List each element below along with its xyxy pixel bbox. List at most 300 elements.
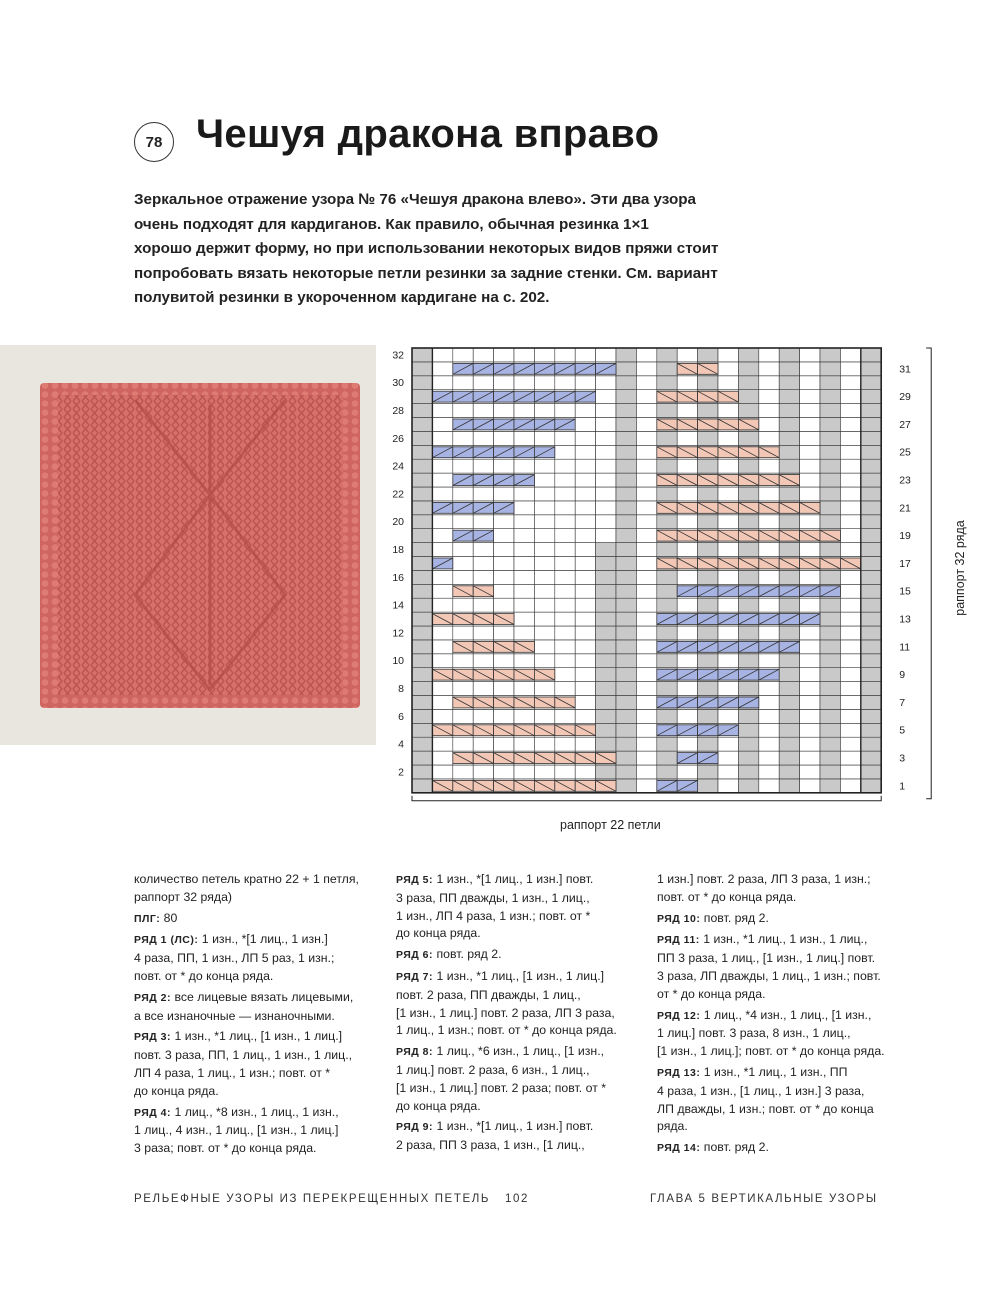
chart-cell: [738, 709, 758, 723]
row-number-right: 17: [899, 557, 911, 570]
chart-cell: [412, 445, 432, 459]
chart-cell: [636, 612, 656, 626]
chart-cell: [718, 654, 738, 668]
chart-cell: [636, 696, 656, 710]
chart-cell: [738, 570, 758, 584]
chart-cell: [453, 765, 473, 779]
pattern-number-badge: [134, 122, 174, 162]
chart-cell: [534, 543, 554, 557]
chart-cell: [636, 459, 656, 473]
chart-svg: [385, 340, 945, 810]
chart-cell: [698, 765, 718, 779]
row-label: РЯД 3:: [134, 1031, 172, 1044]
chart-cell: [494, 404, 514, 418]
row-number-right: 13: [899, 613, 911, 626]
chart-cell: [514, 348, 534, 362]
repeat-stitches-bracket: [412, 796, 881, 801]
row-number-left: 26: [392, 432, 404, 445]
instruction-line: [396, 1005, 646, 1023]
chart-cell: [453, 570, 473, 584]
chart-cell: [636, 501, 656, 515]
chart-cell: [616, 723, 636, 737]
chart-cell: [514, 737, 534, 751]
chart-cell: [494, 515, 514, 529]
chart-cell: [555, 431, 575, 445]
row-number-right: 15: [899, 585, 911, 598]
chart-cell: [636, 584, 656, 598]
row-label: РЯД 1 (ЛС):: [134, 934, 199, 947]
chart-cell: [616, 501, 636, 515]
chart-cell: [738, 626, 758, 640]
chart-cell: [718, 682, 738, 696]
chart-cell: [432, 584, 452, 598]
chart-cell: [453, 557, 473, 571]
row-number-right: 21: [899, 502, 911, 515]
chart-cell: [820, 737, 840, 751]
intro-line: попробовать вязать некоторые петли резинки за задние стенки. См. вариант: [134, 264, 718, 282]
chart-cell: [555, 348, 575, 362]
chart-cell: [800, 709, 820, 723]
chart-cell: [473, 431, 493, 445]
row-label: РЯД 5:: [396, 874, 434, 886]
knitting-chart: [385, 340, 945, 815]
instruction-line: [396, 1080, 646, 1098]
chart-cell: [473, 570, 493, 584]
chart-cell: [861, 751, 881, 765]
chart-cell: [596, 737, 616, 751]
chart-cell: [616, 473, 636, 487]
chart-cell: [759, 348, 779, 362]
chart-cell: [718, 598, 738, 612]
chart-cell: [412, 598, 432, 612]
chart-cell: [840, 682, 860, 696]
chart-cell: [534, 431, 554, 445]
chart-cell: [555, 515, 575, 529]
row-label: РЯД 6:: [396, 949, 434, 962]
chart-cell: [861, 584, 881, 598]
chart-cell: [575, 696, 595, 710]
instruction-text: ПП 3 раза, 1 лиц., [1 изн., 1 лиц.] повт.: [657, 951, 876, 966]
chart-cell: [738, 682, 758, 696]
chart-cell: [555, 682, 575, 696]
chart-cell: [575, 445, 595, 459]
chart-cell: [657, 348, 677, 362]
swatch-photo: [0, 345, 376, 745]
row-number-left: 4: [398, 738, 404, 751]
chart-cell: [412, 570, 432, 584]
chart-cell: [759, 654, 779, 668]
chart-cell: [432, 598, 452, 612]
chart-cell: [800, 404, 820, 418]
chart-cell: [432, 640, 452, 654]
row-number-right: 11: [899, 641, 911, 654]
chart-cell: [779, 737, 799, 751]
row-number-right: 3: [899, 752, 906, 765]
chart-cell: [575, 654, 595, 668]
chart-cell: [575, 376, 595, 390]
chart-cell: [861, 362, 881, 376]
chart-cell: [779, 487, 799, 501]
chart-cell: [677, 765, 697, 779]
chart-cell: [800, 376, 820, 390]
chart-cell: [698, 376, 718, 390]
instruction-line: [657, 1007, 907, 1026]
chart-cell: [575, 473, 595, 487]
chart-cell: [412, 501, 432, 515]
chart-cell: [738, 459, 758, 473]
chart-cell: [616, 418, 636, 432]
row-label: РЯД 13:: [657, 1066, 701, 1079]
chart-cell: [718, 404, 738, 418]
chart-cell: [412, 362, 432, 376]
chart-cell: [718, 515, 738, 529]
chart-cell: [432, 765, 452, 779]
chart-cell: [473, 654, 493, 668]
chart-cell: [412, 682, 432, 696]
instructions-column-2: [396, 871, 646, 1158]
chart-cell: [555, 737, 575, 751]
chart-cell: [514, 598, 534, 612]
instruction-line: [134, 1008, 384, 1026]
chart-cell: [677, 598, 697, 612]
chart-cell: [759, 696, 779, 710]
chart-cell: [779, 459, 799, 473]
chart-cell: [555, 557, 575, 571]
chart-cell: [534, 376, 554, 390]
instruction-line: [134, 931, 384, 950]
pattern-number: 78: [145, 133, 163, 151]
chart-cell: [494, 570, 514, 584]
chart-cell: [616, 737, 636, 751]
chart-cell: [718, 751, 738, 765]
instruction-text: 1 лиц., 1 изн.; повт. от * до конца ряда.: [396, 1023, 617, 1038]
chart-cell: [473, 682, 493, 696]
chart-cell: [494, 654, 514, 668]
chart-cell: [738, 654, 758, 668]
instruction-paragraph: [396, 1043, 646, 1115]
chart-cell: [861, 473, 881, 487]
chart-cell: [738, 737, 758, 751]
chart-cell: [800, 418, 820, 432]
chart-cell: [514, 682, 534, 696]
chart-cell: [759, 543, 779, 557]
chart-cell: [514, 612, 534, 626]
chart-cell: [861, 709, 881, 723]
chart-cell: [616, 640, 636, 654]
chart-cell: [453, 487, 473, 501]
chart-cell: [534, 584, 554, 598]
chart-cell: [453, 543, 473, 557]
row-number-left: 2: [398, 766, 404, 779]
chart-cell: [800, 543, 820, 557]
chart-cell: [698, 348, 718, 362]
chart-cell: [432, 543, 452, 557]
chart-cell: [759, 765, 779, 779]
chart-cell: [453, 404, 473, 418]
chart-cell: [575, 598, 595, 612]
chart-cell: [412, 723, 432, 737]
chart-cell: [698, 570, 718, 584]
chart-cell: [759, 515, 779, 529]
chart-cell: [432, 751, 452, 765]
instruction-line: [396, 871, 646, 890]
instruction-text: [1 изн., 1 лиц.] повт. 2 раза; повт. от *: [396, 1080, 607, 1095]
chart-cell: [677, 515, 697, 529]
instruction-text: 1 лиц., *6 изн., 1 лиц., [1 изн.,: [433, 1044, 605, 1059]
chart-cell: [636, 404, 656, 418]
chart-cell: [840, 737, 860, 751]
chart-cell: [494, 626, 514, 640]
instruction-paragraph: [396, 968, 646, 1040]
chart-cell: [412, 543, 432, 557]
intro-line: Зеркальное отражение узора № 76 «Чешуя дракона влево». Эти два узора: [134, 191, 696, 208]
chart-cell: [800, 626, 820, 640]
chart-cell: [759, 682, 779, 696]
chart-cell: [575, 737, 595, 751]
chart-cell: [555, 459, 575, 473]
chart-cell: [616, 709, 636, 723]
chart-cell: [820, 445, 840, 459]
instruction-text: повт. 2 раза, ПП дважды, 1 лиц.,: [396, 987, 581, 1002]
chart-cell: [412, 751, 432, 765]
chart-cell: [657, 709, 677, 723]
chart-cell: [759, 459, 779, 473]
chart-cell: [677, 626, 697, 640]
chart-cell: [555, 376, 575, 390]
instruction-text: 1 изн., *1 лиц., [1 изн., 1 лиц.]: [171, 1029, 343, 1044]
instruction-line: [396, 890, 646, 908]
chart-cell: [861, 487, 881, 501]
chart-cell: [657, 751, 677, 765]
chart-cell: [412, 668, 432, 682]
chart-cell: [800, 737, 820, 751]
chart-cell: [616, 348, 636, 362]
instruction-line: [134, 950, 384, 968]
instruction-line: [134, 1104, 384, 1123]
chart-cell: [677, 431, 697, 445]
chart-cell: [657, 459, 677, 473]
chart-cell: [636, 779, 656, 793]
chart-cell: [657, 515, 677, 529]
chart-cell: [636, 431, 656, 445]
chart-cell: [861, 431, 881, 445]
chart-cell: [698, 487, 718, 501]
chart-cell: [514, 654, 534, 668]
chart-cell: [596, 584, 616, 598]
chart-cell: [636, 515, 656, 529]
chart-cell: [534, 501, 554, 515]
chart-cell: [514, 626, 534, 640]
chart-cell: [759, 779, 779, 793]
chart-cell: [657, 626, 677, 640]
chart-cell: [840, 779, 860, 793]
chart-cell: [575, 557, 595, 571]
chart-cell: [861, 445, 881, 459]
chart-cell: [698, 654, 718, 668]
chart-cell: [636, 570, 656, 584]
chart-cell: [698, 709, 718, 723]
chart-cell: [616, 626, 636, 640]
chart-cell: [534, 612, 554, 626]
chart-cell: [534, 459, 554, 473]
instruction-paragraph: [134, 871, 384, 907]
chart-cell: [820, 626, 840, 640]
chart-cell: [534, 473, 554, 487]
chart-cell: [820, 418, 840, 432]
instruction-paragraph: [396, 946, 646, 965]
chart-cell: [596, 529, 616, 543]
intro-line: очень подходят для кардиганов. Как правило, обычная резинка 1×1: [134, 215, 649, 233]
chart-cell: [453, 348, 473, 362]
instruction-text: 1 лиц., 4 изн., 1 лиц., [1 изн., 1 лиц.]: [134, 1123, 339, 1138]
chart-cell: [412, 418, 432, 432]
chart-cell: [596, 557, 616, 571]
row-number-right: 23: [899, 474, 911, 487]
chart-cell: [738, 431, 758, 445]
instruction-text: 1 изн., ЛП 4 раза, 1 изн.; повт. от *: [396, 908, 591, 923]
chart-cell: [575, 348, 595, 362]
chart-cell: [494, 557, 514, 571]
chart-cell: [840, 709, 860, 723]
instruction-line: [657, 1064, 907, 1083]
chart-cell: [820, 501, 840, 515]
row-number-left: 6: [398, 710, 404, 723]
instruction-line: [657, 910, 907, 929]
chart-cell: [861, 723, 881, 737]
chart-cell: [555, 501, 575, 515]
repeat-stitches-label: раппорт 22 петли: [560, 818, 661, 832]
instruction-text: 1 лиц.] повт. 3 раза, 8 изн., 1 лиц.,: [657, 1026, 851, 1041]
chart-cell: [657, 598, 677, 612]
chart-cell: [575, 668, 595, 682]
chart-cell: [555, 445, 575, 459]
instruction-line: [134, 889, 384, 907]
chart-cell: [432, 529, 452, 543]
chart-cell: [636, 765, 656, 779]
chart-cell: [555, 487, 575, 501]
chart-cell: [861, 529, 881, 543]
chart-cell: [596, 612, 616, 626]
chart-cell: [575, 529, 595, 543]
chart-cell: [820, 598, 840, 612]
chart-cell: [840, 696, 860, 710]
chart-cell: [718, 765, 738, 779]
chart-cell: [473, 376, 493, 390]
chart-cell: [616, 515, 636, 529]
chart-cell: [800, 765, 820, 779]
row-number-right: 1: [899, 780, 906, 793]
chart-cell: [514, 431, 534, 445]
instruction-paragraph: [657, 871, 907, 907]
chart-cell: [759, 751, 779, 765]
chart-cell: [840, 598, 860, 612]
instruction-line: [657, 1118, 907, 1136]
instruction-text: от * до конца ряда.: [657, 986, 766, 1001]
chart-cell: [494, 584, 514, 598]
chart-cell: [820, 473, 840, 487]
chart-cell: [657, 431, 677, 445]
instruction-text: до конца ряда.: [134, 1083, 219, 1098]
chart-cell: [840, 473, 860, 487]
chart-cell: [555, 404, 575, 418]
chart-cell: [616, 376, 636, 390]
instruction-text: до конца ряда.: [396, 926, 481, 941]
chart-cell: [840, 570, 860, 584]
chart-cell: [514, 584, 534, 598]
chart-cell: [657, 682, 677, 696]
chart-cell: [494, 459, 514, 473]
chart-cell: [412, 487, 432, 501]
chart-cell: [596, 473, 616, 487]
chart-cell: [840, 431, 860, 445]
chart-cell: [453, 459, 473, 473]
instruction-line: [657, 1043, 907, 1061]
instruction-paragraph: [657, 1064, 907, 1136]
repeat-rows-label: раппорт 32 ряда: [953, 520, 967, 616]
chart-cell: [820, 682, 840, 696]
chart-cell: [596, 501, 616, 515]
chart-cell: [779, 696, 799, 710]
chart-cell: [412, 779, 432, 793]
instruction-line: [396, 968, 646, 987]
chart-cell: [800, 515, 820, 529]
chart-cell: [432, 431, 452, 445]
chart-cell: [636, 487, 656, 501]
chart-cell: [412, 529, 432, 543]
chart-cell: [779, 682, 799, 696]
chart-cell: [779, 570, 799, 584]
chart-cell: [616, 543, 636, 557]
row-number-left: 16: [392, 571, 404, 584]
chart-cell: [820, 765, 840, 779]
chart-cell: [473, 487, 493, 501]
chart-cell: [779, 543, 799, 557]
chart-cell: [800, 348, 820, 362]
chart-cell: [820, 709, 840, 723]
chart-cell: [473, 737, 493, 751]
chart-cell: [555, 584, 575, 598]
chart-cell: [718, 779, 738, 793]
instruction-text: 3 раза; повт. от * до конца ряда.: [134, 1141, 317, 1156]
chart-cell: [596, 654, 616, 668]
chart-cell: [718, 543, 738, 557]
chart-cell: [636, 529, 656, 543]
chart-cell: [432, 418, 452, 432]
intro-text: [134, 188, 774, 311]
chart-cell: [779, 431, 799, 445]
chart-cell: [840, 487, 860, 501]
chart-cell: [412, 404, 432, 418]
intro-line: полувитой резинки в укороченном кардигане на с. 202.: [134, 289, 550, 306]
chart-cell: [473, 404, 493, 418]
chart-cell: [453, 737, 473, 751]
chart-cell: [473, 348, 493, 362]
row-number-right: 31: [899, 363, 911, 376]
chart-cell: [432, 515, 452, 529]
chart-cell: [596, 709, 616, 723]
row-number-right: 25: [899, 446, 911, 459]
chart-cell: [412, 626, 432, 640]
instruction-paragraph: [134, 910, 384, 929]
chart-cell: [473, 543, 493, 557]
chart-cell: [800, 640, 820, 654]
chart-cell: [494, 487, 514, 501]
chart-cell: [616, 612, 636, 626]
chart-cell: [412, 696, 432, 710]
instruction-paragraph: [657, 1007, 907, 1061]
chart-cell: [698, 543, 718, 557]
chart-cell: [840, 765, 860, 779]
